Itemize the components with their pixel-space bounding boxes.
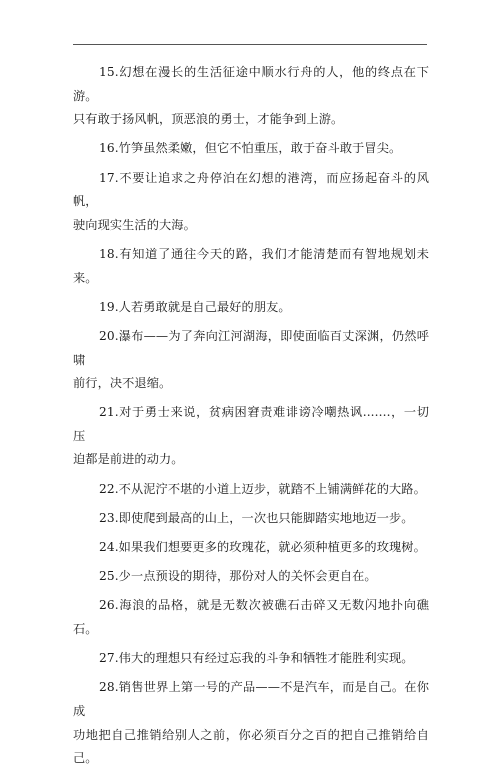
quote-item-16: [73, 137, 429, 161]
header-rule: [73, 44, 427, 45]
quote-line: 驶向现实生活的大海。: [73, 217, 196, 232]
quote-line: 18.有知道了通往今天的路，我们才能清楚而有智地规划未来。: [73, 246, 429, 285]
quote-item-17: [73, 167, 429, 238]
quote-item-28: [73, 676, 429, 770]
quote-line: 25.少一点预设的期待，那份对人的关怀会更自在。: [99, 569, 377, 584]
quote-line: 23.即使爬到最高的山上，一次也只能脚踏实地地迈一步。: [99, 510, 414, 525]
quote-line: 20.瀑布——为了奔向江河湖海，即使面临百丈深渊，仍然呼啸: [73, 328, 429, 367]
quote-line: 24.如果我们想要更多的玫瑰花，就必须种植更多的玫瑰树。: [99, 540, 426, 555]
document-body: [73, 61, 429, 776]
quote-line: 26.海浪的品格，就是无数次被礁石击碎又无数闪地扑向礁石。: [73, 598, 429, 636]
quote-item-18: [73, 243, 429, 290]
quote-item-22: [73, 478, 429, 502]
quote-item-23: [73, 507, 429, 531]
quote-line: 功地把自己推销给别人之前，你必须百分之百的把自己推销给自己。: [73, 727, 429, 766]
quote-item-25: [73, 565, 429, 589]
quote-line: 21.对于勇士来说，贫病困窘责难诽谤冷嘲热讽.......，一切压: [73, 405, 429, 443]
quote-item-27: [73, 647, 429, 671]
quote-line: 15.幻想在漫长的生活征途中顺水行舟的人，他的终点在下游。: [73, 65, 429, 103]
quote-item-20: [73, 325, 429, 396]
quote-line: 迫都是前进的动力。: [73, 452, 184, 467]
quote-item-21: [73, 401, 429, 472]
quote-item-24: [73, 536, 429, 560]
quote-line: 28.销售世界上第一号的产品——不是汽车，而是自己。在你成: [73, 680, 429, 718]
quote-item-19: [73, 296, 429, 320]
quote-item-26: [73, 594, 429, 641]
quote-line: 22.不从泥泞不堪的小道上迈步，就踏不上铺满鲜花的大路。: [99, 481, 426, 496]
quote-line: 16.竹笋虽然柔嫩，但它不怕重压，敢于奋斗敢于冒尖。: [99, 141, 402, 156]
quote-line: 27.伟大的理想只有经过忘我的斗争和牺牲才能胜利实现。: [99, 651, 414, 666]
quote-line: 17.不要让追求之舟停泊在幻想的港湾，而应扬起奋斗的风帆，: [73, 170, 429, 209]
quote-line: 前行，决不退缩。: [73, 376, 172, 391]
quote-line: 19.人若勇敢就是自己最好的朋友。: [99, 299, 291, 314]
quote-item-15: [73, 61, 429, 132]
quote-line: 只有敢于扬风帆，顶恶浪的勇士，才能争到上游。: [73, 112, 344, 127]
